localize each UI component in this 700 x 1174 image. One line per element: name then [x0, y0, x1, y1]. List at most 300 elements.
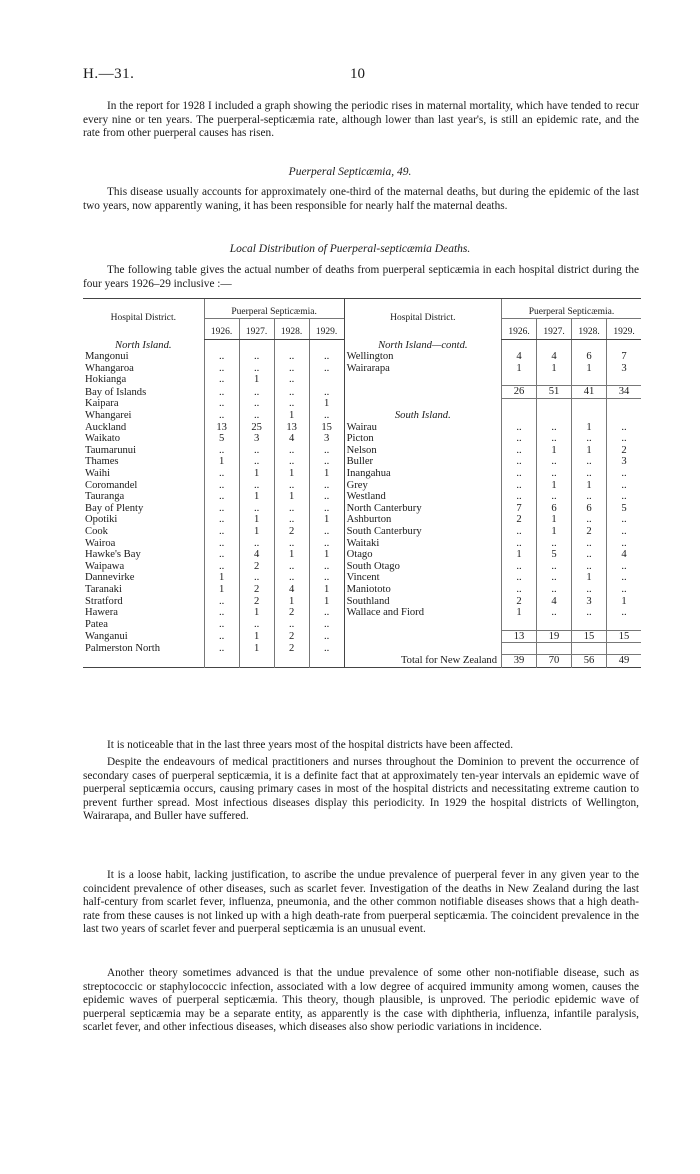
value-cell: ..: [607, 491, 642, 503]
table-row: [83, 456, 641, 468]
value-cell: ..: [204, 630, 239, 643]
value-cell: 1: [239, 643, 274, 655]
district-name: Waikato: [85, 433, 121, 445]
total-cell: 39: [502, 655, 537, 668]
value-cell: 1: [309, 549, 344, 561]
blank-cell: [572, 643, 607, 655]
value-cell: ..: [309, 386, 344, 399]
value-cell: ..: [607, 433, 642, 445]
district-table-wrap: [83, 298, 641, 670]
district-name: Bay of Plenty: [85, 502, 144, 514]
table-row: [83, 468, 641, 480]
blank-cell: [607, 340, 642, 352]
blank-cell: [344, 630, 501, 643]
subtotal-cell: 13: [502, 630, 537, 643]
blank-cell: [537, 643, 572, 655]
intro-paragraph: In the report for 1928 I included a graph showing the periodic rises in maternal mortality, which have tended to recur every nine or ten years. The puerperal-septicæmia rate, although lower than last year's, is still an epidemic rate, and the rate from other puerperal causes has risen.: [83, 100, 639, 140]
section-label: North Island.: [115, 339, 172, 351]
district-name: Palmerston North: [85, 642, 161, 654]
value-cell: ..: [502, 433, 537, 445]
value-cell: ..: [204, 561, 239, 573]
blank-cell: [502, 643, 537, 655]
blank-cell: [309, 340, 344, 352]
value-cell: 1: [537, 445, 572, 457]
district-name: Mangonui: [85, 351, 129, 363]
value-cell: 13: [204, 422, 239, 434]
district-name: Nelson: [344, 445, 501, 457]
value-cell: 6: [537, 503, 572, 515]
value-cell: ..: [204, 374, 239, 386]
blank-cell: [537, 619, 572, 631]
value-cell: ..: [204, 351, 239, 363]
value-cell: 3: [309, 433, 344, 445]
value-cell: ..: [204, 468, 239, 480]
value-cell: ..: [274, 363, 309, 375]
value-cell: ..: [309, 351, 344, 363]
value-cell: 1: [537, 480, 572, 492]
blank-cell: [502, 398, 537, 410]
district-table: [83, 298, 641, 670]
year-header: 1927.: [537, 319, 572, 339]
value-cell: 2: [502, 514, 537, 526]
value-cell: ..: [607, 526, 642, 538]
blank-cell: [204, 655, 239, 668]
column-header-group: Puerperal Septicæmia.: [204, 299, 344, 319]
district-name: Hawera: [85, 607, 118, 619]
blank-cell: [572, 398, 607, 410]
value-cell: ..: [204, 526, 239, 538]
district-name: Wairarapa: [344, 363, 501, 375]
value-cell: ..: [239, 538, 274, 550]
value-cell: ..: [204, 445, 239, 457]
blank-cell: [572, 374, 607, 386]
district-name: Otago: [344, 549, 501, 561]
value-cell: ..: [309, 538, 344, 550]
value-cell: ..: [607, 514, 642, 526]
year-header: 1927.: [239, 319, 274, 339]
value-cell: ..: [204, 514, 239, 526]
district-name: Southland: [344, 596, 501, 608]
value-cell: ..: [204, 398, 239, 410]
blank-cell: [274, 340, 309, 352]
value-cell: 1: [274, 410, 309, 422]
value-cell: 2: [607, 445, 642, 457]
value-cell: ..: [239, 410, 274, 422]
value-cell: ..: [607, 422, 642, 434]
value-cell: ..: [537, 607, 572, 619]
blank-cell: [502, 340, 537, 352]
year-header: 1926.: [204, 319, 239, 339]
section-label: South Island.: [344, 410, 501, 422]
table-row: [83, 655, 641, 668]
district-name: Westland: [344, 491, 501, 503]
value-cell: ..: [239, 351, 274, 363]
section-paragraph: This disease usually accounts for approximately one-third of the maternal deaths, but during the epidemic of the last two years, now apparently waning, it has been responsible for nearly half the maternal deaths.: [83, 186, 639, 212]
district-name: Inangahua: [344, 468, 501, 480]
table-row: [83, 398, 641, 410]
value-cell: ..: [502, 584, 537, 596]
district-name: Picton: [344, 433, 501, 445]
table-row: [83, 607, 641, 619]
total-cell: 56: [572, 655, 607, 668]
year-header: 1928.: [572, 319, 607, 339]
value-cell: ..: [274, 351, 309, 363]
section-label: North Island—contd.: [344, 340, 501, 352]
district-name: Tauranga: [85, 491, 125, 503]
value-cell: ..: [239, 363, 274, 375]
value-cell: ..: [309, 491, 344, 503]
value-cell: ..: [502, 480, 537, 492]
table-row: [83, 561, 641, 573]
value-cell: ..: [274, 445, 309, 457]
value-cell: ..: [502, 468, 537, 480]
value-cell: 13: [274, 422, 309, 434]
value-cell: 7: [607, 351, 642, 363]
value-cell: 6: [572, 503, 607, 515]
table-row: [83, 410, 641, 422]
value-cell: [309, 374, 344, 386]
table-row: [83, 572, 641, 584]
value-cell: 1: [572, 363, 607, 375]
value-cell: ..: [204, 503, 239, 515]
value-cell: ..: [607, 468, 642, 480]
value-cell: ..: [502, 456, 537, 468]
value-cell: 1: [537, 526, 572, 538]
value-cell: ..: [204, 538, 239, 550]
district-name: Coromandel: [85, 479, 138, 491]
value-cell: ..: [274, 456, 309, 468]
blank-cell: [537, 340, 572, 352]
subtotal-cell: 41: [572, 386, 607, 399]
year-header: 1929.: [607, 319, 642, 339]
table-bottom-rule: [83, 667, 641, 670]
value-cell: 1: [572, 480, 607, 492]
table-row: [83, 526, 641, 538]
value-cell: 1: [239, 491, 274, 503]
value-cell: 1: [274, 549, 309, 561]
blank-cell: [344, 398, 501, 410]
value-cell: 1: [239, 374, 274, 386]
value-cell: ..: [309, 561, 344, 573]
report-reference: H.—31.: [83, 66, 135, 82]
year-header: 1929.: [309, 319, 344, 339]
value-cell: ..: [607, 572, 642, 584]
year-header: 1928.: [274, 319, 309, 339]
district-name: Wanganui: [85, 631, 128, 643]
value-cell: 1: [502, 607, 537, 619]
value-cell: 1: [309, 398, 344, 410]
district-name: Ashburton: [344, 514, 501, 526]
page-number: 10: [350, 66, 365, 82]
blank-cell: [607, 619, 642, 631]
table-row: [83, 584, 641, 596]
value-cell: 4: [607, 549, 642, 561]
value-cell: 1: [274, 596, 309, 608]
value-cell: ..: [204, 363, 239, 375]
value-cell: 4: [502, 351, 537, 363]
table-row: [83, 374, 641, 386]
value-cell: ..: [204, 619, 239, 631]
value-cell: ..: [572, 491, 607, 503]
blank-cell: [344, 386, 501, 399]
total-cell: 49: [607, 655, 642, 668]
subtotal-cell: 26: [502, 386, 537, 399]
value-cell: ..: [537, 584, 572, 596]
column-header-district-right: Hospital District.: [344, 299, 501, 340]
district-name: North Canterbury: [344, 503, 501, 515]
value-cell: ..: [537, 491, 572, 503]
value-cell: ..: [502, 561, 537, 573]
value-cell: 2: [274, 630, 309, 643]
value-cell: 7: [502, 503, 537, 515]
value-cell: 1: [607, 596, 642, 608]
subtotal-cell: 15: [572, 630, 607, 643]
value-cell: 3: [239, 433, 274, 445]
blank-cell: [344, 619, 501, 631]
blank-cell: [239, 655, 274, 668]
value-cell: ..: [274, 561, 309, 573]
table-row: [83, 422, 641, 434]
blank-cell: [537, 398, 572, 410]
value-cell: ..: [309, 456, 344, 468]
blank-cell: [537, 410, 572, 422]
total-label: Total for New Zealand: [344, 655, 501, 668]
value-cell: ..: [274, 398, 309, 410]
value-cell: ..: [502, 572, 537, 584]
district-name: South Otago: [344, 561, 501, 573]
district-name: Buller: [344, 456, 501, 468]
blank-cell: [502, 374, 537, 386]
subtotal-cell: 34: [607, 386, 642, 399]
blank-cell: [572, 340, 607, 352]
value-cell: ..: [502, 445, 537, 457]
district-name: Grey: [344, 480, 501, 492]
value-cell: 1: [502, 363, 537, 375]
value-cell: 2: [239, 561, 274, 573]
value-cell: ..: [537, 572, 572, 584]
value-cell: ..: [537, 433, 572, 445]
value-cell: 1: [537, 363, 572, 375]
value-cell: ..: [204, 607, 239, 619]
value-cell: ..: [607, 584, 642, 596]
blank-cell: [239, 340, 274, 352]
value-cell: ..: [572, 607, 607, 619]
column-header-group-right: Puerperal Septicæmia.: [502, 299, 642, 319]
value-cell: 1: [572, 572, 607, 584]
value-cell: ..: [274, 374, 309, 386]
table-row: [83, 351, 641, 363]
district-name: Opotiki: [85, 514, 118, 526]
value-cell: 25: [239, 422, 274, 434]
blank-cell: [344, 374, 501, 386]
blank-cell: [607, 643, 642, 655]
paragraph-2: Despite the endeavours of medical practitioners and nurses throughout the Dominion to prevent the occurrence of secondary cases of puerperal septicæmia, it is a definite fact that at approximately ten-year intervals an epidemic wave of puerperal septicæmia occurs, causing primary cases in most of the hospital districts and necessitating extreme caution to prevent further spread. Most infectious diseases display this periodicity. In 1929 the hospital districts of Wellington, Wairarapa, and Buller have suffered.: [83, 756, 639, 823]
table-row: [83, 363, 641, 375]
value-cell: 1: [309, 596, 344, 608]
column-header-district: Hospital District.: [83, 299, 204, 340]
value-cell: 2: [502, 596, 537, 608]
value-cell: ..: [204, 410, 239, 422]
value-cell: ..: [204, 549, 239, 561]
value-cell: ..: [309, 480, 344, 492]
section-heading: Puerperal Septicæmia, 49.: [288, 166, 412, 178]
district-name: Taumarunui: [85, 444, 137, 456]
value-cell: 1: [239, 468, 274, 480]
value-cell: ..: [607, 561, 642, 573]
blank-cell: [502, 410, 537, 422]
value-cell: ..: [204, 643, 239, 655]
table-row: [83, 503, 641, 515]
value-cell: 1: [204, 584, 239, 596]
value-cell: 3: [607, 363, 642, 375]
value-cell: ..: [572, 433, 607, 445]
value-cell: ..: [572, 584, 607, 596]
district-name: Wellington: [344, 351, 501, 363]
value-cell: ..: [239, 386, 274, 399]
value-cell: ..: [204, 596, 239, 608]
district-name: Auckland: [85, 421, 127, 433]
district-name: Waitaki: [344, 538, 501, 550]
value-cell: 2: [274, 607, 309, 619]
blank-cell: [309, 655, 344, 668]
year-header: 1926.: [502, 319, 537, 339]
value-cell: ..: [309, 572, 344, 584]
value-cell: 1: [572, 422, 607, 434]
blank-cell: [572, 410, 607, 422]
value-cell: ..: [502, 538, 537, 550]
value-cell: ..: [239, 480, 274, 492]
value-cell: ..: [274, 386, 309, 399]
district-name: Bay of Islands: [85, 386, 147, 398]
blank-cell: [607, 398, 642, 410]
value-cell: ..: [309, 630, 344, 643]
value-cell: ..: [239, 445, 274, 457]
table-row: [83, 340, 641, 352]
table-intro: The following table gives the actual number of deaths from puerperal septicæmia in each hospital district during the four years 1926–29 inclusive :—: [83, 264, 639, 290]
table-header-row: [83, 299, 641, 319]
value-cell: ..: [204, 386, 239, 399]
table-row: [83, 538, 641, 550]
value-cell: 1: [239, 630, 274, 643]
blank-cell: [274, 655, 309, 668]
value-cell: ..: [502, 526, 537, 538]
district-name: Whangarei: [85, 410, 132, 422]
value-cell: ..: [537, 456, 572, 468]
table-row: [83, 619, 641, 631]
value-cell: 1: [239, 526, 274, 538]
value-cell: ..: [274, 619, 309, 631]
value-cell: ..: [309, 643, 344, 655]
table-row: [83, 643, 641, 655]
table-row: [83, 549, 641, 561]
value-cell: ..: [239, 503, 274, 515]
value-cell: 6: [572, 351, 607, 363]
district-name: Patea: [85, 618, 108, 630]
table-row: [83, 433, 641, 445]
value-cell: ..: [309, 619, 344, 631]
value-cell: 2: [274, 643, 309, 655]
value-cell: 4: [274, 584, 309, 596]
value-cell: 5: [537, 549, 572, 561]
blank-cell: [502, 619, 537, 631]
value-cell: ..: [572, 456, 607, 468]
value-cell: ..: [607, 480, 642, 492]
value-cell: 1: [274, 468, 309, 480]
subtotal-cell: 19: [537, 630, 572, 643]
value-cell: 1: [204, 572, 239, 584]
blank-cell: [607, 410, 642, 422]
value-cell: 2: [239, 584, 274, 596]
table-row: [83, 514, 641, 526]
value-cell: ..: [502, 422, 537, 434]
district-name: Dannevirke: [85, 572, 135, 584]
value-cell: ..: [572, 561, 607, 573]
district-name: Taranaki: [85, 583, 122, 595]
value-cell: 4: [239, 549, 274, 561]
total-cell: 70: [537, 655, 572, 668]
value-cell: ..: [309, 363, 344, 375]
table-row: [83, 480, 641, 492]
value-cell: 2: [274, 526, 309, 538]
bottom-rule: [83, 667, 641, 670]
value-cell: 1: [239, 607, 274, 619]
value-cell: ..: [309, 607, 344, 619]
value-cell: 3: [572, 596, 607, 608]
value-cell: ..: [607, 607, 642, 619]
value-cell: 1: [502, 549, 537, 561]
value-cell: ..: [274, 503, 309, 515]
paragraph-4: Another theory sometimes advanced is that the undue prevalence of some other non-notifiable disease, such as streptococcic or staphylococcic infection, associated with a low degree of acquired immunity among women, causes the epidemic waves of puerperal septicæmia. This theory, though plausible, is unproved. The periodic epidemic wave of puerperal septicæmia may be a separate entity, as apparently is the case with diphtheria, influenza, infantile paralysis, scarlet fever, and other infectious diseases, which diseases also show periodic variations in incidence.: [83, 967, 639, 1034]
value-cell: 15: [309, 422, 344, 434]
table-heading: Local Distribution of Puerperal-septicæmia Deaths.: [229, 243, 471, 255]
value-cell: 1: [572, 445, 607, 457]
paragraph-1: It is noticeable that in the last three years most of the hospital districts have been affected.: [107, 739, 514, 751]
district-name: Hokianga: [85, 374, 127, 386]
value-cell: ..: [239, 619, 274, 631]
value-cell: 4: [274, 433, 309, 445]
value-cell: 1: [239, 514, 274, 526]
blank-cell: [537, 374, 572, 386]
value-cell: ..: [309, 503, 344, 515]
subtotal-cell: 15: [607, 630, 642, 643]
value-cell: ..: [204, 491, 239, 503]
district-name: Whangaroa: [85, 362, 134, 374]
district-name: Maniototo: [344, 584, 501, 596]
table-row: [83, 445, 641, 457]
value-cell: ..: [572, 538, 607, 550]
value-cell: ..: [537, 422, 572, 434]
value-cell: 5: [204, 433, 239, 445]
value-cell: ..: [274, 514, 309, 526]
value-cell: 3: [607, 456, 642, 468]
district-name: Kaipara: [85, 398, 119, 410]
blank-cell: [344, 643, 501, 655]
value-cell: ..: [537, 468, 572, 480]
table-row: [83, 491, 641, 503]
blank-cell: [572, 619, 607, 631]
value-cell: ..: [607, 538, 642, 550]
table-row: [83, 630, 641, 643]
value-cell: ..: [572, 468, 607, 480]
district-name: Hawke's Bay: [85, 549, 141, 561]
value-cell: ..: [502, 491, 537, 503]
value-cell: ..: [572, 549, 607, 561]
value-cell: ..: [239, 456, 274, 468]
district-name: Wairau: [344, 422, 501, 434]
blank-cell: [607, 374, 642, 386]
district-name: Stratford: [85, 595, 123, 607]
value-cell: ..: [204, 480, 239, 492]
